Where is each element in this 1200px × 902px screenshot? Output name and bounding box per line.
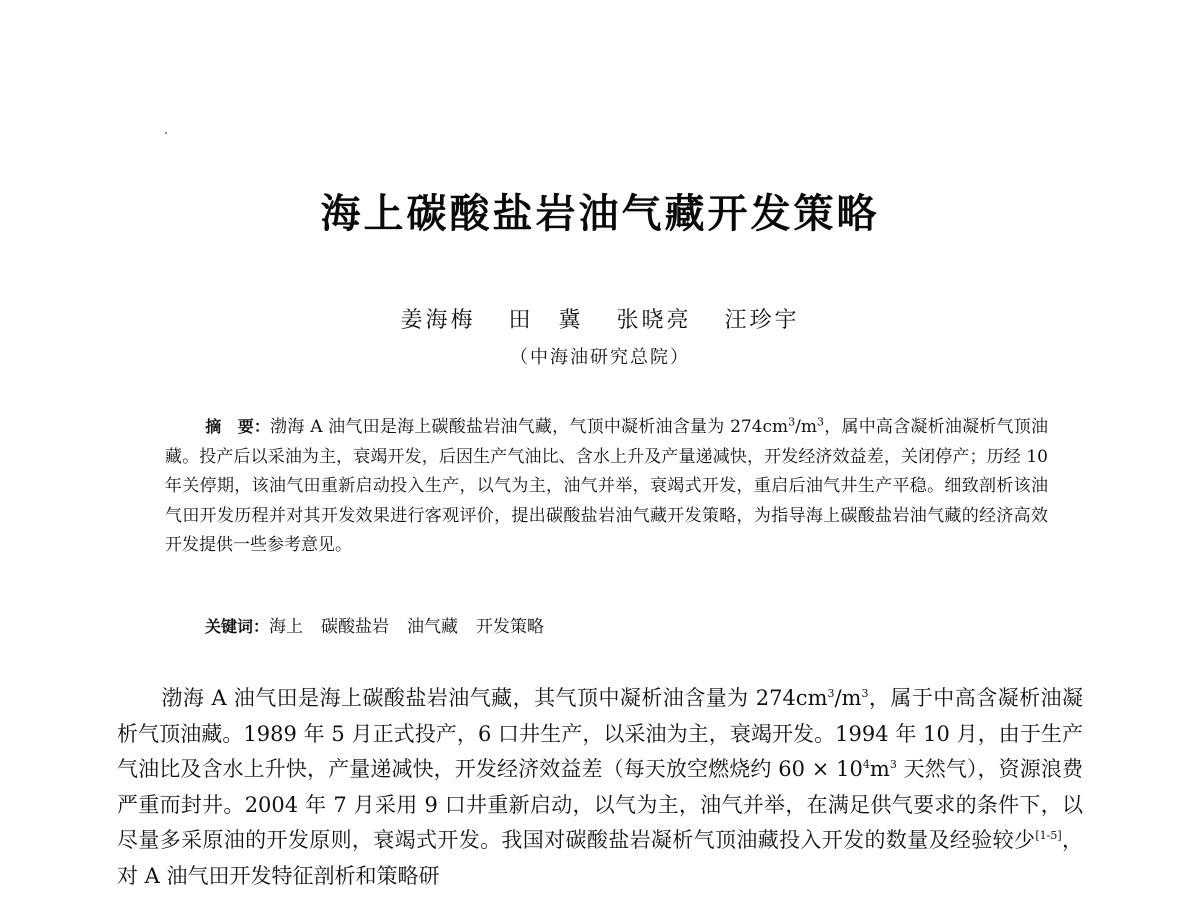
keyword: 碳酸盐岩 — [321, 617, 390, 637]
paper-title: 海上碳酸盐岩油气藏开发策略 — [320, 191, 880, 237]
keyword: 开发策略 — [476, 617, 545, 637]
abstract — [165, 412, 1048, 561]
abstract-text: ，属中高含凝析油凝析气顶油藏。投产后以采油为主，衰竭开发，后因生产气油比、含水上升及产量递减快，开发经济效益差，关闭停产；历经 10 年关停期，该油气田重新启动投入生产，以气为主，油气并举，衰竭式开发，重启后油气井生产平稳。细致剖析该油气田开发历程并对其开发效果进行客观评价，提出碳酸盐岩油气藏开发策略，为指导海上碳酸盐岩油气藏的经济高效开发提供一些参考意见。 — [165, 417, 1048, 555]
body-text: ，对 A 油气田开发特征剖析和策略研 — [117, 828, 1083, 888]
abstract-text: 渤海 A 油气田是海上碳酸盐岩油气藏，气顶中凝析油含量为 274cm — [270, 417, 789, 437]
author-name: 汪珍宇 — [724, 308, 800, 333]
superscript: 3 — [861, 687, 869, 700]
body-text: m — [869, 757, 890, 781]
superscript: 3 — [827, 687, 835, 700]
keyword: 海上 — [269, 617, 304, 637]
superscript: 3 — [889, 758, 897, 771]
body-text: 天然气），资源浪费严重而封井。2004 年 7 月采用 9 口井重新启动，以气为主，油气并举，在满足供气要求的条件下，以尽量多采原油的开发原则，衰竭式开发。我国对碳酸盐岩凝析气顶油藏投入开发的数量及经验较少 — [117, 757, 1083, 852]
author-name: 田 冀 — [508, 308, 584, 333]
superscript: 3 — [788, 415, 796, 429]
body-text: /m — [834, 686, 862, 710]
superscript: 4 — [862, 758, 870, 771]
affiliation: （中海油研究总院） — [510, 347, 690, 368]
abstract-text: /m — [795, 417, 818, 437]
author-list — [0, 306, 1200, 336]
keywords — [205, 613, 1048, 641]
superscript: 3 — [817, 415, 825, 429]
citation-reference: [1-5] — [1035, 829, 1062, 842]
body-paragraph — [117, 681, 1083, 894]
body-text: 渤海 A 油气田是海上碳酸盐岩油气藏，其气顶中凝析油含量为 274cm — [161, 686, 828, 710]
abstract-label: 摘 要： — [205, 417, 271, 436]
scan-speck — [165, 132, 167, 134]
author-name: 姜海梅 — [400, 308, 476, 333]
body-text: ，属于中高含凝析油凝析气顶油藏。1989 年 5 月正式投产，6 口井生产，以采油为主，衰竭开发。1994 年 10 月，由于生产气油比及含水上升快，产量递减快，开发经济效益差（每天放空燃烧约 60 × 10 — [117, 686, 1083, 781]
keyword: 油气藏 — [407, 617, 459, 637]
keywords-label: 关键词： — [205, 617, 270, 636]
author-name: 张晓亮 — [616, 308, 692, 333]
